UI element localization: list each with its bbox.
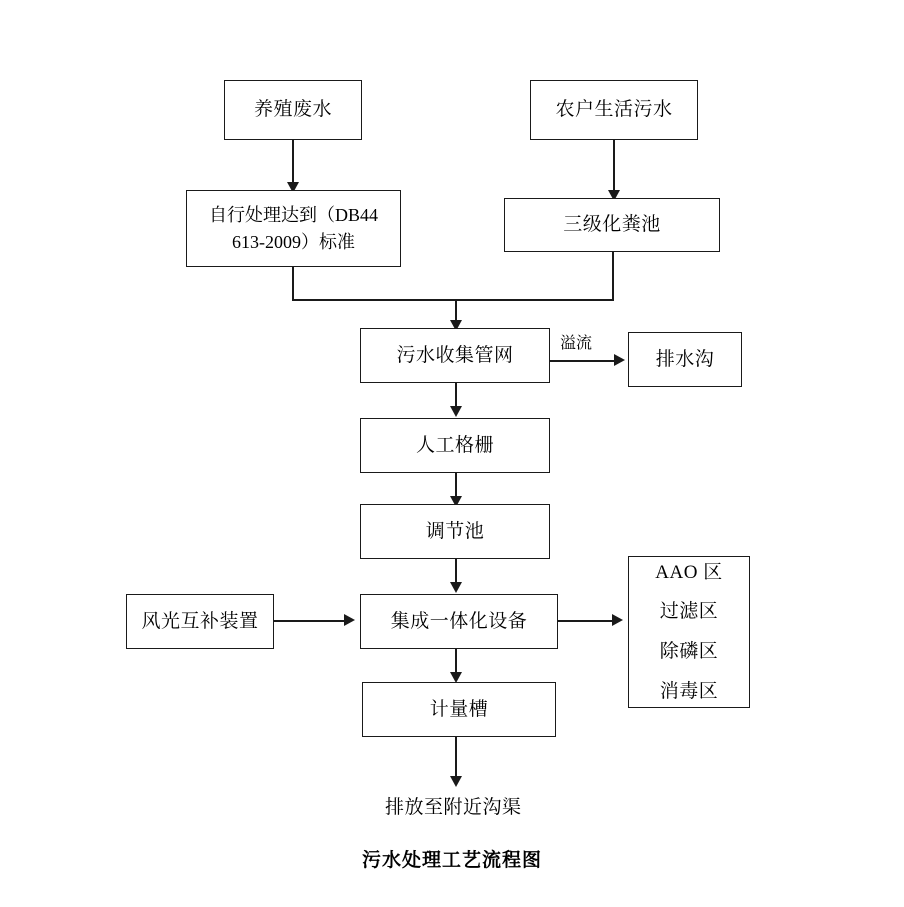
node-drainage-ditch: [628, 332, 742, 387]
zone-label-dephosphorization: 除磷区: [659, 641, 719, 662]
node-breeding-wastewater: [224, 80, 362, 140]
node-label: 养殖废水: [253, 99, 332, 121]
edge-windsolar-to-integrated: [274, 620, 348, 622]
edge-selftreat-down: [292, 267, 294, 300]
node-label: 排水沟: [655, 348, 715, 370]
node-sewage-collection-network: [360, 328, 550, 383]
node-self-treatment: [186, 190, 401, 267]
node-metering-trough: [362, 682, 556, 737]
edge-overflow: [550, 360, 618, 362]
edge-breeding-to-selftreat: [292, 140, 294, 188]
zone-label-filtration: 过滤区: [659, 601, 719, 623]
node-label-line1: 自行处理达到（DB44: [208, 205, 378, 226]
arrowhead-integrated-to-zones: [612, 614, 623, 626]
edge-merge-horizontal: [292, 299, 614, 301]
node-label: 计量槽: [429, 698, 489, 720]
node-wind-solar-device: [126, 594, 274, 649]
arrowhead-metering-to-outlet: [450, 776, 462, 787]
arrowhead-overflow: [614, 354, 625, 366]
node-integrated-equipment: [360, 594, 558, 649]
node-label: 三级化粪池: [563, 214, 661, 236]
node-label: 农户生活污水: [555, 99, 673, 121]
node-treatment-zones: [628, 556, 750, 708]
node-label: 风光互补装置: [141, 610, 259, 632]
zone-label-disinfection: 消毒区: [659, 680, 719, 702]
edge-metering-to-outlet: [455, 737, 457, 781]
arrowhead-regulating-to-integrated: [450, 582, 462, 593]
edge-domestic-to-septic: [613, 140, 615, 196]
zone-label-aao: AAO 区: [655, 561, 723, 583]
arrowhead-collection-to-grille: [450, 406, 462, 417]
node-label: 调节池: [425, 520, 485, 542]
edge-label-overflow: 溢流: [560, 335, 593, 352]
node-label: 污水收集管网: [396, 344, 514, 366]
node-label: 集成一体化设备: [390, 610, 528, 632]
node-label: 人工格栅: [415, 434, 494, 456]
edge-septic-down: [612, 252, 614, 300]
figure-title: 污水处理工艺流程图: [361, 850, 542, 871]
node-septic-tank: [504, 198, 720, 252]
outlet-text: 排放至附近沟渠: [385, 797, 522, 818]
node-label-line2: 613-2009）标准: [232, 231, 355, 252]
edge-integrated-to-zones: [558, 620, 616, 622]
arrowhead-windsolar-to-integrated: [344, 614, 355, 626]
node-manual-grille: [360, 418, 550, 473]
node-regulating-tank: [360, 504, 550, 559]
node-domestic-sewage: [530, 80, 698, 140]
